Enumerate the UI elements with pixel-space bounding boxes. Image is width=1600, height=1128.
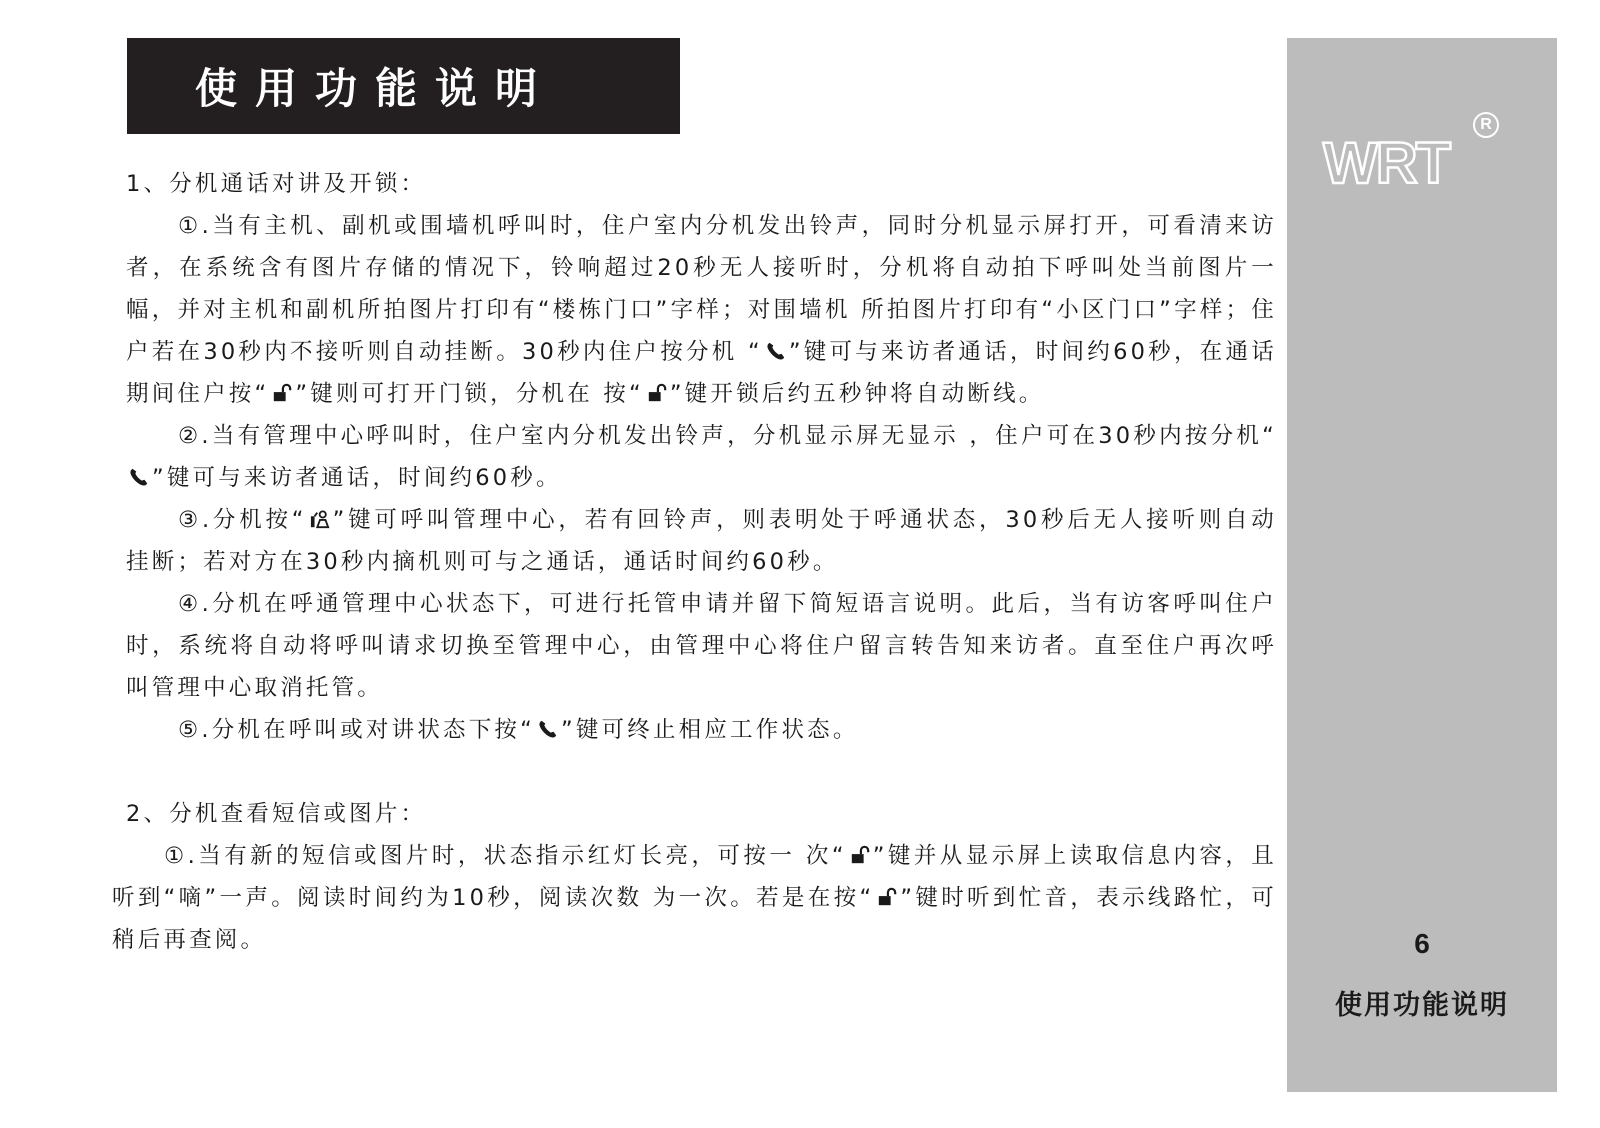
unlock-icon [271,383,293,403]
text-segment: ⑤.分机在呼叫或对讲状态下按“ [178,717,535,743]
section-1-paragraph-2 [112,415,1277,499]
section-2-heading: 2、分机查看短信或图片： [126,801,427,827]
text-segment: ”键则可打开门锁，分机在 按“ [295,381,644,407]
text-segment: ”键可与来访者通话，时间约60秒，在通话期间住户按“ [126,339,1277,407]
section-1-paragraph-5 [112,709,1277,751]
text-segment: ③.分机按“ [178,507,307,533]
section-1-paragraph-4: ④.分机在呼通管理中心状态下，可进行托管申请并留下简短语言说明。此后，当有访客呼叫住户时，系统将自动将呼叫请求切换至管理中心，由管理中心将住户留言转告知来访者。直至住户再次呼叫管理中心取消托管。 [126,591,1277,701]
section-2-paragraph-1 [112,835,1277,961]
text-segment: ”键可终止相应工作状态。 [560,717,859,743]
page-title-banner [127,38,680,134]
section-1-paragraph-1 [112,205,1277,415]
phone-icon [537,719,559,739]
text-segment: ”键时听到忙音，表示线路忙，可稍后再查阅。 [112,885,1277,953]
registered-mark: R [1473,112,1499,138]
logo-text: WRT [1323,131,1450,196]
wrt-logo [1323,110,1513,196]
unlock-icon [876,887,898,907]
section-1-heading: 1、分机通话对讲及开锁： [126,171,427,197]
sidebar-panel [1287,38,1557,1092]
text-segment: ①.当有新的短信或图片时，状态指示红灯长亮，可按一 次“ [164,843,847,869]
text-segment: ”键可呼叫管理中心，若有回铃声，则表明处于呼通状态，30秒后无人接听则自动挂断；若对方在30秒内摘机则可与之通话，通话时间约60秒。 [126,507,1277,575]
unlock-icon [849,845,871,865]
section-1-paragraph-3 [112,499,1277,583]
section-spacer [112,751,1277,793]
text-segment: ”键并从显示屏上读取信息内容，且听到“嘀”一声。阅读时间约为10秒，阅读次数 为一次。若是在按“ [112,843,1278,911]
phone-icon [128,467,150,487]
text-segment: ①.当有主机、副机或围墙机呼叫时，住户室内分机发出铃声，同时分机显示屏打开，可看清来访者，在系统含有图片存储的情况下，铃响超过20秒无人接听时，分机将自动拍下呼叫处当前图片一幅，并对主机和副机所拍图片打印有“楼栋门口”字样；对围墙机 所拍图片打印有“小区门口”字样；住户若在30秒内不接听则自动挂断。30秒内住户按分机 “ [126,213,1277,365]
page-number: 6 [1414,928,1430,959]
text-segment: ②.当有管理中心呼叫时，住户室内分机发出铃声，分机显示屏无显示 ，住户可在30秒内按分机“ [178,423,1277,449]
unlock-icon [646,383,668,403]
management-center-icon [309,509,331,529]
text-segment: ”键可与来访者通话，时间约60秒。 [152,465,562,491]
manual-content [112,163,1277,961]
page-title: 使用功能说明 [195,64,556,113]
text-segment: ”键开锁后约五秒钟将自动断线。 [669,381,1045,407]
phone-icon [765,341,787,361]
sidebar-title: 使用功能说明 [1335,990,1509,1021]
